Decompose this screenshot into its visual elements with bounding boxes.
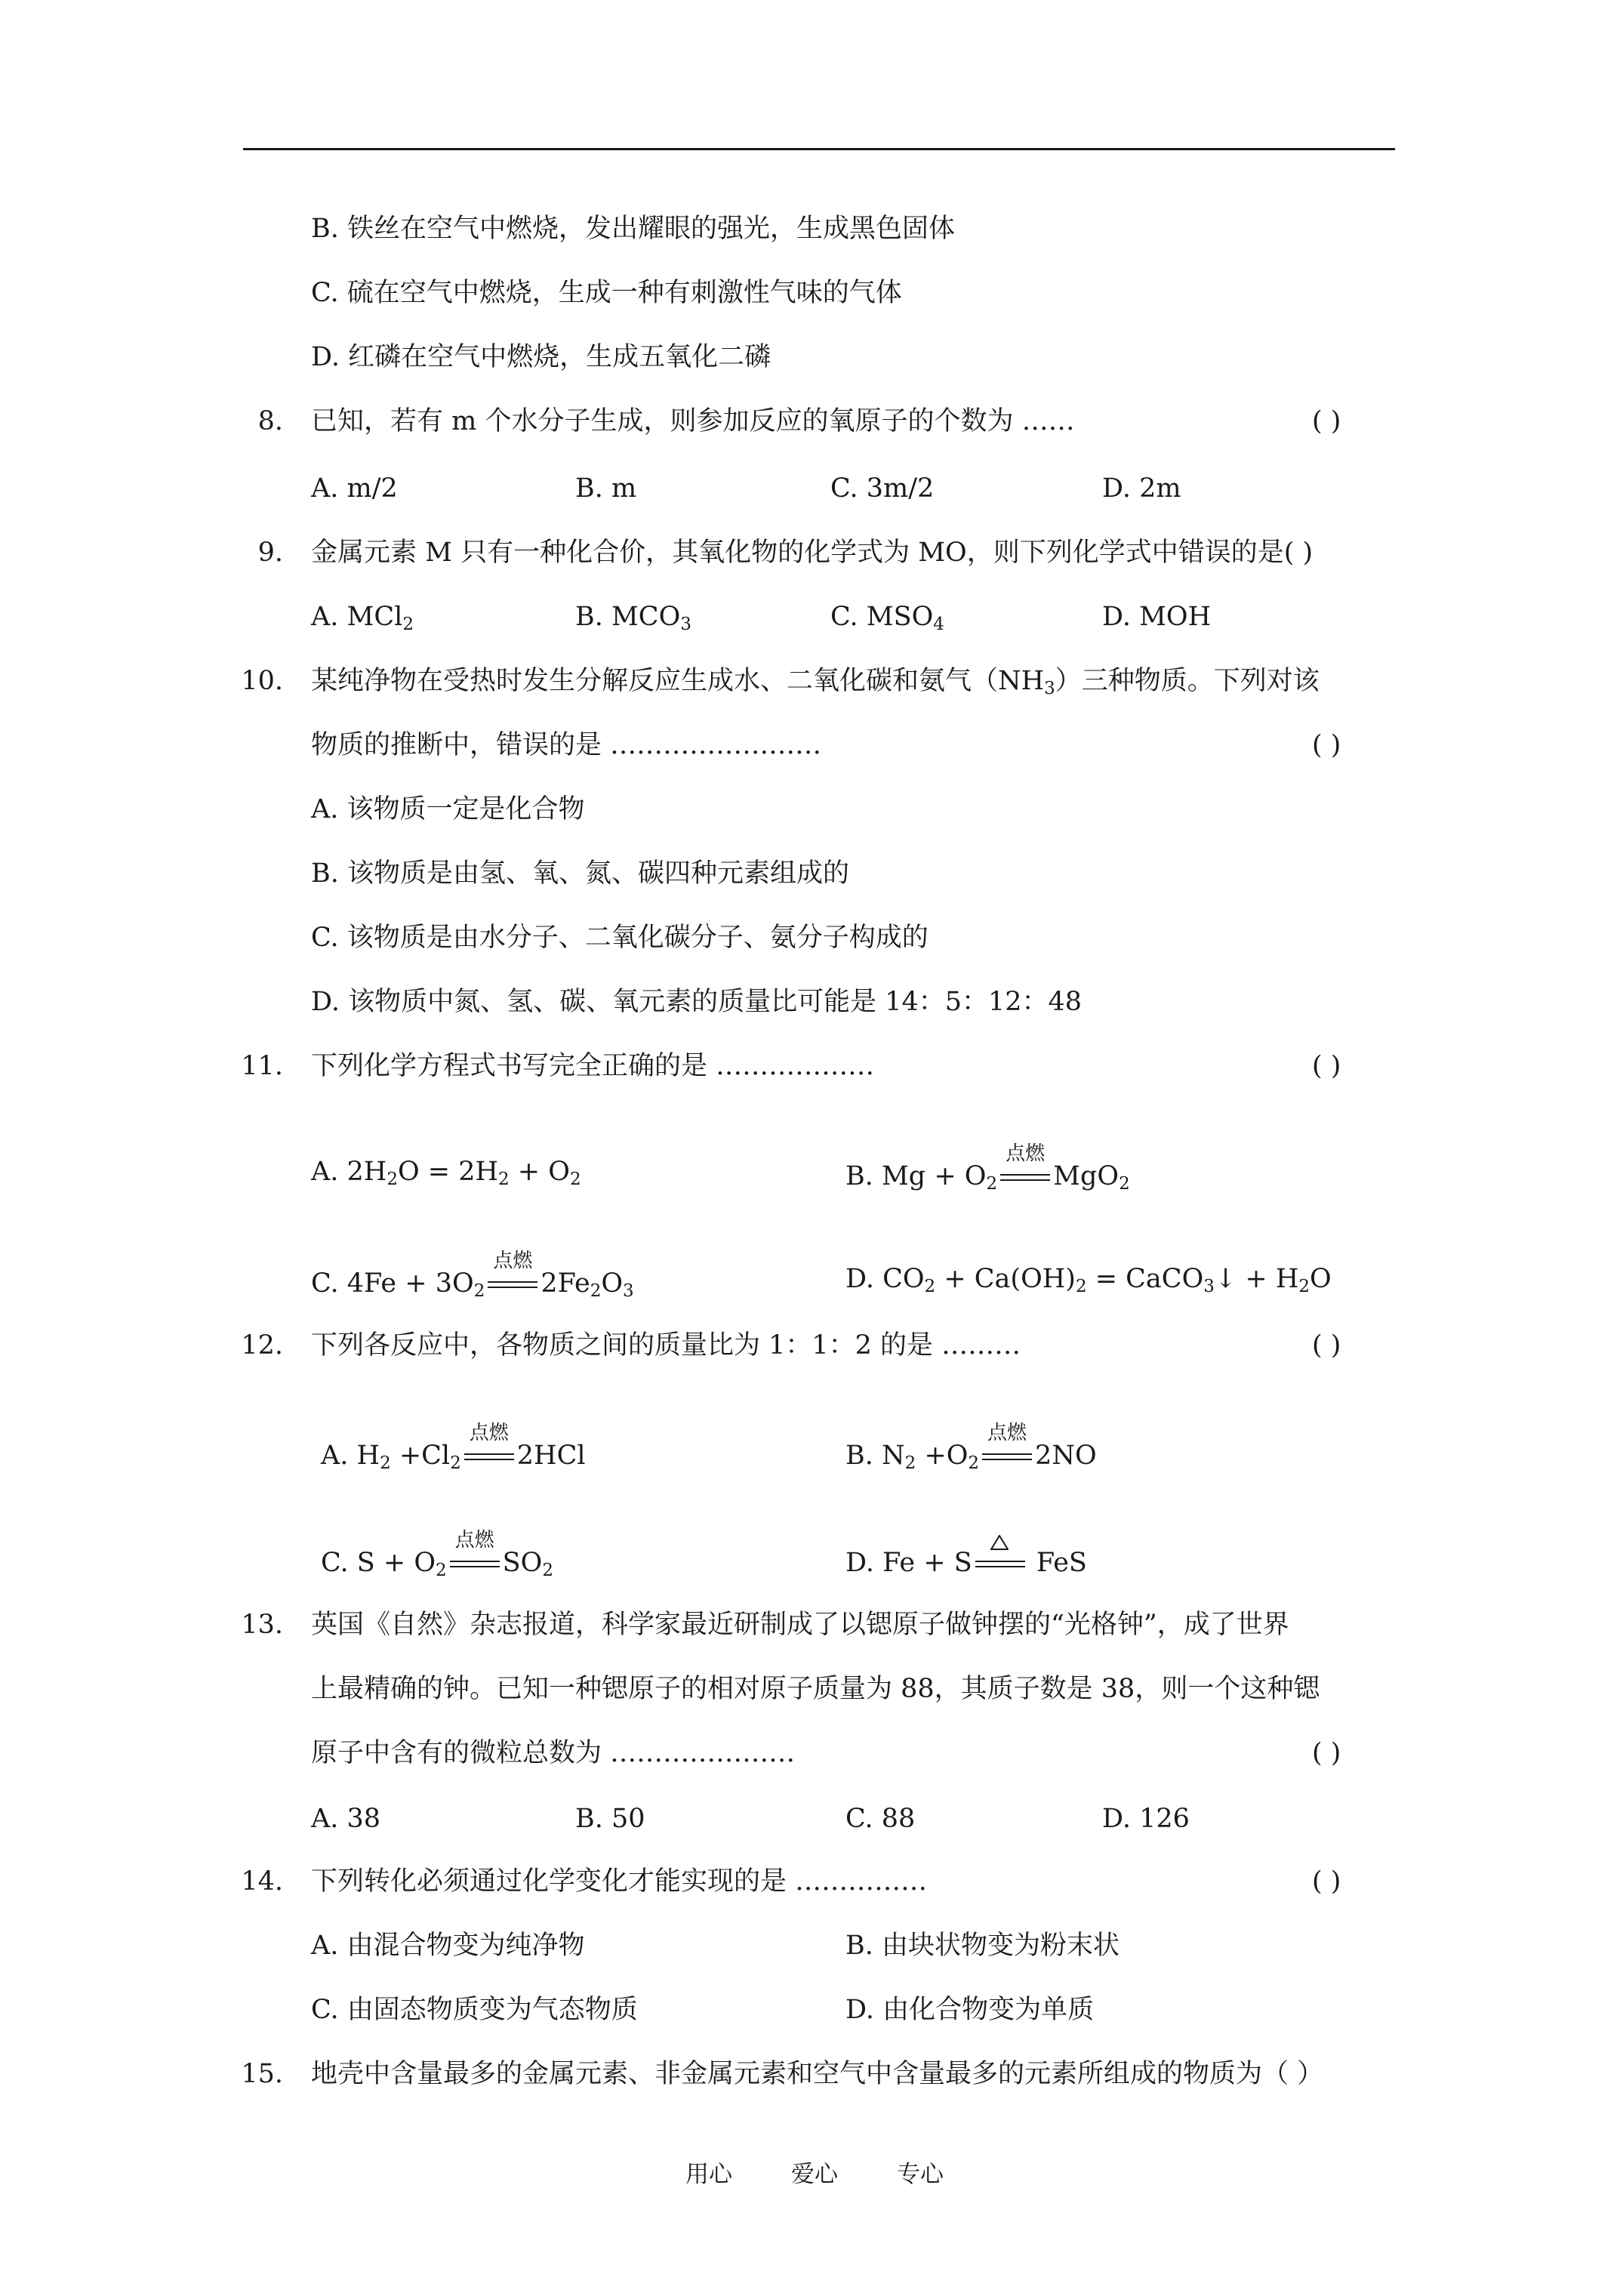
heat-condition: [974, 1546, 1027, 1573]
q12-option-c: C. $S + O_2$ 点燃 $SO_2$: [321, 1529, 553, 1580]
q9-option-b: B. $MCO_3$: [575, 602, 691, 634]
q13-stem-line1: 英国《自然》杂志报道，科学家最近研制成了以锶原子做钟摆的“光格钟”，成了世界: [311, 1610, 1289, 1640]
q11-option-a: A. $2H_2O = 2H_2 + O_2$: [311, 1157, 581, 1189]
q14-option-b: B. 由块状物变为粉末状: [845, 1931, 1119, 1961]
q9-option-a: A. MCl$_2$: [311, 602, 414, 634]
q15-stem: 地壳中含量最多的金属元素、非金属元素和空气中含量最多的元素所组成的物质为（ ）: [311, 2059, 1324, 2089]
q10-option-a: A. 该物质一定是化合物: [311, 794, 585, 824]
q14-stem: 下列转化必须通过化学变化才能实现的是 ……………: [311, 1866, 928, 1897]
q12-option-d: D. Fe + S FeS: [845, 1546, 1087, 1576]
q9-stem: 金属元素 M 只有一种化合价，其氧化物的化学式为 MO，则下列化学式中错误的是( ): [311, 538, 1313, 568]
q9-option-c: C. $MSO_4$: [830, 602, 944, 634]
q13-stem-line3: 原子中含有的微粒总数为 …………………: [311, 1738, 796, 1768]
q14-option-c: C. 由固态物质变为气态物质: [311, 1995, 638, 2025]
q14-option-a: A. 由混合物变为纯净物: [311, 1931, 585, 1961]
q10-option-d: D. 该物质中氮、氢、碳、氧元素的质量比可能是 14：5：12：48: [311, 987, 1083, 1017]
q13-answer-paren[interactable]: ( ): [1312, 1738, 1341, 1768]
q14-answer-paren[interactable]: ( ): [1312, 1866, 1341, 1897]
reaction-condition: 点燃: [999, 1159, 1052, 1186]
q7-option-b: B. 铁丝在空气中燃烧，发出耀眼的强光，生成黑色固体: [311, 214, 955, 244]
q8-number: 8.: [257, 406, 283, 436]
q13-number: 13.: [241, 1610, 283, 1640]
q8-option-a: A. m/2: [311, 473, 398, 504]
q10-stem-line2: 物质的推断中，错误的是 ……………………: [311, 730, 822, 760]
q8-answer-paren[interactable]: ( ): [1312, 406, 1341, 436]
q13-option-d: D. 126: [1102, 1804, 1190, 1834]
footer-word: 专心: [897, 2161, 944, 2188]
q10-number: 10.: [241, 666, 283, 696]
q11-answer-paren[interactable]: ( ): [1312, 1051, 1341, 1081]
q10-answer-paren[interactable]: ( ): [1312, 730, 1341, 760]
q11-option-b: B. $Mg + O_2$ 点燃 MgO$_2$: [845, 1142, 1130, 1194]
reaction-condition: 点燃: [981, 1438, 1033, 1465]
q8-option-c: C. 3m/2: [830, 473, 935, 504]
reaction-condition: 点燃: [448, 1546, 501, 1573]
q13-stem-line2: 上最精确的钟。已知一种锶原子的相对原子质量为 88，其质子数是 38，则一个这种锶: [311, 1674, 1320, 1704]
q9-number: 9.: [257, 538, 283, 568]
q12-stem: 下列各反应中，各物质之间的质量比为 1：1：2 的是 ………: [311, 1330, 1021, 1361]
q11-option-d: D. $CO_2 + Ca(OH)_2$ = CaCO$_3$↓ + $H_2O$: [845, 1264, 1332, 1296]
q13-option-a: A. 38: [311, 1804, 381, 1834]
q8-option-d: D. 2m: [1102, 473, 1181, 504]
q10-option-c: C. 该物质是由水分子、二氧化碳分子、氨分子构成的: [311, 923, 929, 953]
q11-number: 11.: [241, 1051, 283, 1081]
q12-answer-paren[interactable]: ( ): [1312, 1330, 1341, 1361]
q13-option-c: C. 88: [845, 1804, 916, 1834]
q13-option-b: B. 50: [575, 1804, 645, 1834]
page-footer: [685, 2161, 944, 2187]
header-rule: [243, 148, 1395, 150]
reaction-condition: 点燃: [463, 1438, 516, 1465]
footer-word: 爱心: [791, 2161, 838, 2188]
q14-option-d: D. 由化合物变为单质: [845, 1995, 1095, 2025]
q8-option-b: B. m: [575, 473, 637, 504]
q12-option-b: B. $N_2 +O_2$ 点燃 2NO: [845, 1422, 1097, 1473]
footer-word: 用心: [685, 2161, 732, 2188]
q9-option-d: D. MOH: [1102, 602, 1212, 632]
q8-stem: 已知，若有 m 个水分子生成，则参加反应的氧原子的个数为 ……: [311, 406, 1075, 436]
q7-option-d: D. 红磷在空气中燃烧，生成五氧化二磷: [311, 342, 771, 372]
heat-triangle-icon: [990, 1535, 1009, 1550]
q10-stem-line1: 某纯净物在受热时发生分解反应生成水、二氧化碳和氨气$(NH_3)$三种物质。下列对该: [311, 666, 1320, 698]
reaction-condition: 点燃: [486, 1266, 539, 1293]
q11-option-c: C. $4Fe + 3O_2$ 点燃 $2Fe_2O_3$: [311, 1250, 634, 1301]
q14-number: 14.: [241, 1866, 283, 1897]
q12-number: 12.: [241, 1330, 283, 1361]
q15-number: 15.: [241, 2059, 283, 2089]
q7-option-c: C. 硫在空气中燃烧，生成一种有刺激性气味的气体: [311, 278, 902, 308]
q10-option-b: B. 该物质是由氢、氧、氮、碳四种元素组成的: [311, 858, 849, 889]
q12-option-a: A. $H_2 +Cl_2$ 点燃 2HCl: [321, 1422, 586, 1473]
q11-stem: 下列化学方程式书写完全正确的是 ………………: [311, 1051, 875, 1081]
